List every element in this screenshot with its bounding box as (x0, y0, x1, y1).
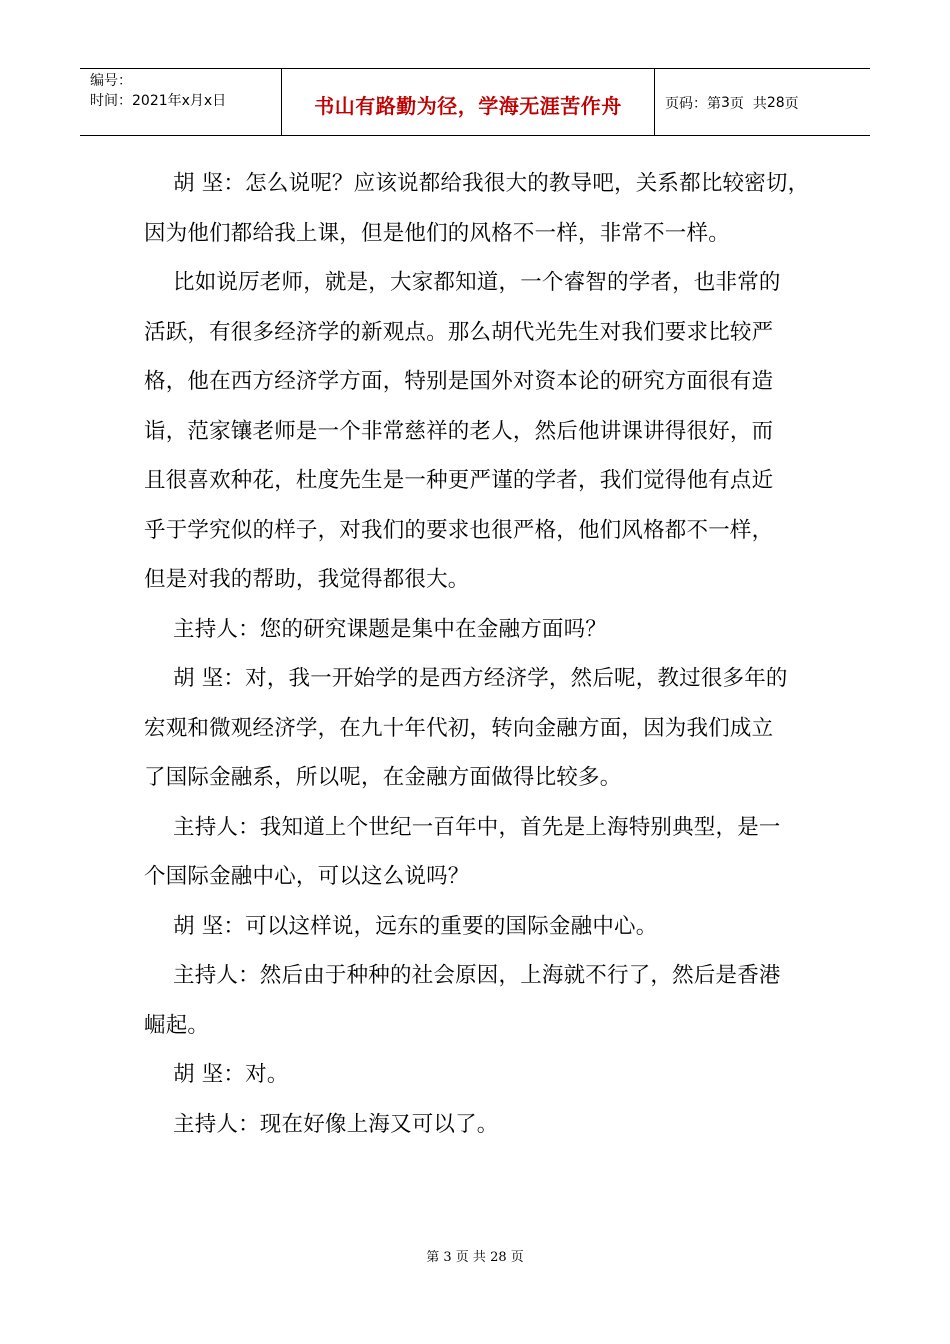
paragraph-line: 个国际金融中心，可以这么说吗？ (144, 864, 470, 889)
header-motto-cell (282, 69, 655, 135)
header-page-suffix: 页 (784, 96, 799, 112)
header-page-cell (655, 69, 870, 135)
document-body (144, 159, 824, 1149)
paragraph-line: 格，他在西方经济学方面，特别是国外对资本论的研究方面很有造 (144, 369, 774, 394)
footer-current: 3 (443, 1250, 452, 1265)
paragraph-line: 宏观和微观经济学，在九十年代初，转向金融方面，因为我们成立 (144, 715, 774, 741)
header-page-prefix: 页码：第 (665, 96, 721, 112)
page-footer (0, 1246, 950, 1265)
paragraph-line: 乎于学究似的样子，对我们的要求也很严格，他们风格都不一样， (144, 517, 774, 543)
paragraph-line: 活跃，有很多经济学的新观点。那么胡代光先生对我们要求比较严 (144, 319, 774, 345)
paragraph-line: 胡 坚：对，我一开始学的是西方经济学，然后呢，教过很多年的 (173, 666, 788, 691)
paragraph-line: 胡 坚：可以这样说，远东的重要的国际金融中心。 (173, 913, 658, 939)
header-page-mid: 页 共 (729, 96, 767, 112)
header-motto: 书山有路勤为径，学海无涯苦作舟 (314, 93, 622, 118)
date-label: 时间：2021年x月x日 (90, 93, 227, 109)
paragraph-line: 且很喜欢种花，杜度先生是一种更严谨的学者，我们觉得他有点近 (144, 468, 774, 493)
paragraph-line: 了国际金融系，所以呢，在金融方面做得比较多。 (144, 765, 622, 790)
paragraph-line: 主持人：您的研究课题是集中在金融方面吗？ (173, 616, 608, 642)
paragraph-line: 主持人：我知道上个世纪一百年中，首先是上海特别典型，是一 (173, 814, 781, 840)
footer-prefix: 第 (426, 1250, 440, 1265)
number-label: 编号： (90, 73, 132, 89)
paragraph-line: 但是对我的帮助，我觉得都很大。 (144, 567, 470, 592)
footer-mid: 页 共 (455, 1250, 486, 1265)
paragraph-line: 胡 坚：怎么说呢？应该说都给我很大的教导吧，关系都比较密切， (173, 171, 810, 196)
paragraph-line: 崛起。 (144, 1012, 210, 1038)
header-page-current: 3 (721, 95, 730, 111)
header-page-total: 28 (766, 95, 785, 111)
paragraph-line: 主持人：然后由于种种的社会原因，上海就不行了，然后是香港 (173, 963, 781, 988)
footer-total: 28 (490, 1250, 507, 1265)
paragraph-line: 主持人：现在好像上海又可以了。 (173, 1111, 499, 1137)
page-header (80, 68, 870, 136)
header-meta-cell (80, 69, 282, 135)
paragraph-line: 诣，范家镶老师是一个非常慈祥的老人，然后他讲课讲得很好，而 (144, 418, 774, 444)
paragraph-line: 因为他们都给我上课，但是他们的风格不一样，非常不一样。 (144, 220, 730, 246)
footer-suffix: 页 (510, 1250, 524, 1265)
paragraph-line: 比如说厉老师，就是，大家都知道，一个睿智的学者，也非常的 (173, 270, 781, 295)
paragraph-line: 胡 坚：对。 (173, 1062, 289, 1087)
